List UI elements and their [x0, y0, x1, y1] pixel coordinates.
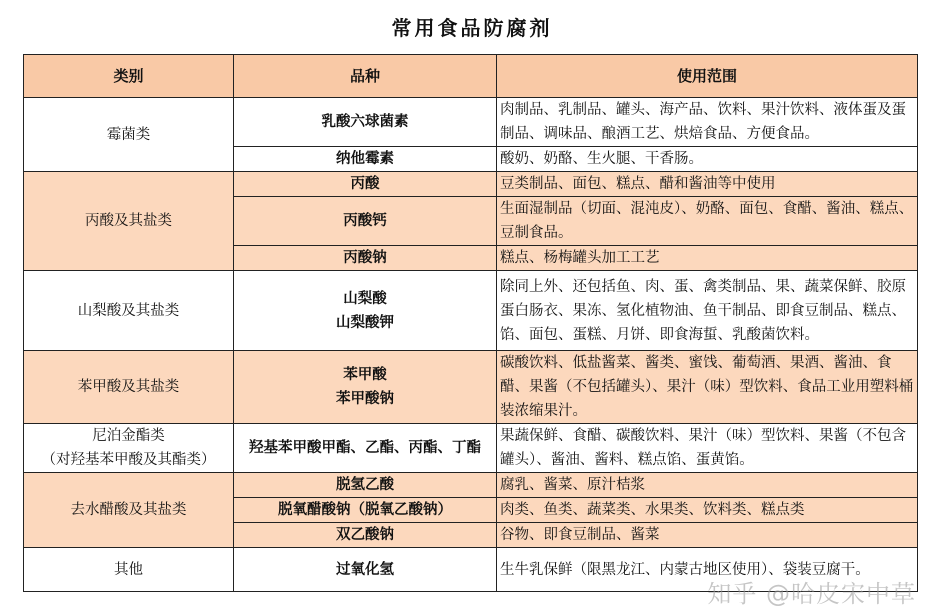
variety-cell: 丙酸	[234, 172, 497, 197]
variety-cell: 双乙酸钠	[234, 523, 497, 548]
usage-cell: 果蔬保鲜、食醋、碳酸饮料、果汁（味）型饮料、果酱（不包含罐头）、酱油、酱料、糕点馅、蛋黄馅。	[497, 424, 918, 473]
header-variety: 品种	[234, 55, 497, 98]
table-row	[24, 351, 918, 424]
variety-line: 山梨酸钾	[336, 314, 394, 331]
usage-cell: 生面湿制品（切面、混沌皮）、奶酪、面包、食醋、酱油、糕点、豆制食品。	[497, 197, 918, 246]
variety-cell: 纳他霉素	[234, 147, 497, 172]
table-row	[24, 98, 918, 147]
usage-cell: 腐乳、酱菜、原汁桔浆	[497, 473, 918, 498]
usage-cell: 生牛乳保鲜（限黑龙江、内蒙古地区使用）、袋装豆腐干。	[497, 548, 918, 592]
page-title: 常用食品防腐剂	[391, 16, 553, 40]
variety-cell: 乳酸六球菌素	[234, 98, 497, 147]
variety-cell	[234, 351, 497, 424]
table-row	[24, 473, 918, 498]
category-cell: 丙酸及其盐类	[24, 172, 234, 271]
variety-cell: 丙酸钠	[234, 246, 497, 271]
variety-cell: 过氧化氢	[234, 548, 497, 592]
category-line: （对羟基苯甲酸及其酯类）	[41, 452, 216, 468]
variety-cell: 脱氢乙酸	[234, 473, 497, 498]
variety-cell	[234, 271, 497, 351]
table-row	[24, 271, 918, 351]
variety-line: 苯甲酸钠	[336, 391, 394, 407]
category-cell: 霉菌类	[24, 98, 234, 172]
category-cell: 其他	[24, 548, 234, 592]
variety-cell: 脱氧醋酸钠（脱氧乙酸钠）	[234, 498, 497, 523]
category-cell	[24, 424, 234, 473]
watermark: 知乎 @哈皮宋中草	[707, 580, 916, 608]
usage-cell: 谷物、即食豆制品、酱菜	[497, 523, 918, 548]
usage-cell: 肉类、鱼类、蔬菜类、水果类、饮料类、糕点类	[497, 498, 918, 523]
usage-cell: 肉制品、乳制品、罐头、海产品、饮料、果汁饮料、液体蛋及蛋制品、调味品、酿酒工艺、烘焙食品、方便食品。	[497, 98, 918, 147]
table-row	[24, 424, 918, 473]
usage-cell: 酸奶、奶酪、生火腿、干香肠。	[497, 147, 918, 172]
usage-cell: 碳酸饮料、低盐酱菜、酱类、蜜饯、葡萄酒、果酒、酱油、食醋、果酱（不包括罐头）、果汁（味）型饮料、食品工业用塑料桶装浓缩果汁。	[497, 351, 918, 424]
usage-cell: 糕点、杨梅罐头加工工艺	[497, 246, 918, 271]
usage-cell: 豆类制品、面包、糕点、醋和酱油等中使用	[497, 172, 918, 197]
category-cell: 去水醋酸及其盐类	[24, 473, 234, 548]
header-row	[24, 55, 918, 98]
category-cell: 山梨酸及其盐类	[24, 271, 234, 351]
variety-line: 山梨酸	[343, 290, 387, 307]
preservatives-table	[23, 54, 918, 592]
header-usage: 使用范围	[497, 55, 918, 98]
usage-cell: 除同上外、还包括鱼、肉、蛋、禽类制品、果、蔬菜保鲜、胶原蛋白肠衣、果冻、氢化植物油、鱼干制品、即食豆制品、糕点、馅、面包、蛋糕、月饼、即食海蜇、乳酸菌饮料。	[497, 271, 918, 351]
category-line: 尼泊金酯类	[92, 428, 165, 444]
header-category: 类别	[24, 55, 234, 98]
category-cell: 苯甲酸及其盐类	[24, 351, 234, 424]
variety-cell: 丙酸钙	[234, 197, 497, 246]
variety-cell: 羟基苯甲酸甲酯、乙酯、丙酯、丁酯	[234, 424, 497, 473]
table-row	[24, 172, 918, 197]
variety-line: 苯甲酸	[343, 367, 387, 383]
